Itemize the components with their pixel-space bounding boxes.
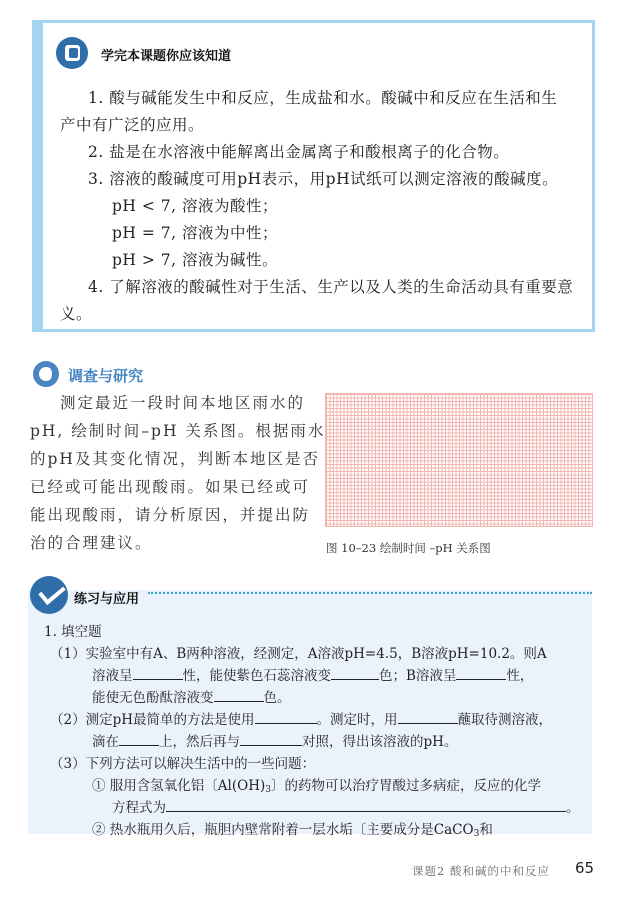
ph-basic: pH > 7, 溶液为碱性。 — [112, 251, 278, 269]
investigation-line: 已经或可能出现酸雨。如果已经或可 — [30, 478, 311, 496]
answer-blank[interactable] — [133, 665, 183, 680]
investigation-line: 测定最近一段时间本地区雨水的 — [60, 394, 306, 412]
answer-blank[interactable] — [255, 709, 317, 724]
answer-blank[interactable] — [119, 731, 159, 746]
summary-point-4-cont: 义。 — [60, 305, 93, 323]
pencil-check-icon — [30, 576, 68, 614]
equation-blank[interactable] — [166, 797, 566, 812]
practice-title: 练习与应用 — [74, 592, 140, 607]
figure-caption: 图 10–23 绘制时间 –pH 关系图 — [326, 541, 491, 555]
summary-point-2: 2. 盐是在水溶液中能解离出金属离子和酸根离子的化合物。 — [88, 143, 510, 161]
question-1-1-line3: 能使无色酚酞溶液变 色。 — [92, 687, 291, 709]
speech-bubble-icon — [33, 361, 59, 387]
question-1-3-i-line2: 方程式为 。 — [112, 797, 580, 819]
chapter-footer: 课题2 酸和碱的中和反应 — [412, 864, 550, 878]
ph-acidic: pH < 7, 溶液为酸性； — [112, 197, 278, 215]
question-1-title: 1. 填空题 — [44, 624, 102, 640]
answer-blank[interactable] — [398, 709, 458, 724]
question-1-3-ii: ② 热水瓶用久后，瓶胆内壁常附着一层水垢〔主要成分是CaCO$_3$和 — [92, 822, 493, 839]
summary-point-1-cont: 产中有广泛的应用。 — [60, 116, 205, 134]
page-number: 65 — [575, 859, 595, 877]
question-1-2-line2: 滴在 上，然后再与 对照，得出该溶液的pH。 — [92, 731, 457, 753]
answer-blank[interactable] — [240, 731, 302, 746]
investigation-title: 调查与研究 — [68, 367, 144, 385]
summary-point-3: 3. 溶液的酸碱度可用pH表示，用pH试纸可以测定溶液的酸碱度。 — [88, 170, 559, 188]
question-1-3-i: ① 服用含氢氧化铝〔$Al(OH)_3$〕的药物可以治疗胃酸过多病症，反应的化学 — [92, 778, 541, 795]
graph-paper-grid — [325, 393, 593, 527]
answer-blank[interactable] — [456, 665, 506, 680]
question-1-2: （2）测定pH最简单的方法是使用 。测定时，用 蘸取待测溶液， — [50, 709, 552, 731]
question-1-1: （1）实验室中有A、B两种溶液，经测定，A溶液pH=4.5，B溶液pH=10.2。则A — [50, 646, 547, 662]
dotted-divider — [148, 592, 592, 594]
question-1-3: （3）下列方法可以解决生活中的一些问题： — [50, 756, 316, 772]
answer-blank[interactable] — [214, 687, 264, 702]
question-1-1-line2: 溶液呈 性，能使紫色石蕊溶液变 色；B溶液呈 性， — [92, 665, 533, 687]
summary-point-4: 4. 了解溶液的酸碱性对于生活、生产以及人类的生命活动具有重要意 — [88, 278, 574, 296]
answer-blank[interactable] — [331, 665, 379, 680]
summary-title: 学完本课题你应该知道 — [101, 49, 232, 64]
hand-book-icon — [56, 37, 88, 69]
summary-point-1: 1. 酸与碱能发生中和反应，生成盐和水。酸碱中和反应在生活和生 — [88, 89, 558, 107]
ph-neutral: pH = 7, 溶液为中性； — [112, 224, 278, 242]
investigation-line: pH, 绘制时间–pH 关系图。根据雨水 — [30, 422, 326, 440]
investigation-line: 治的合理建议。 — [30, 534, 153, 552]
investigation-line: 能出现酸雨，请分析原因，并提出防 — [30, 506, 311, 524]
investigation-line: 的pH及其变化情况，判断本地区是否 — [30, 450, 320, 468]
